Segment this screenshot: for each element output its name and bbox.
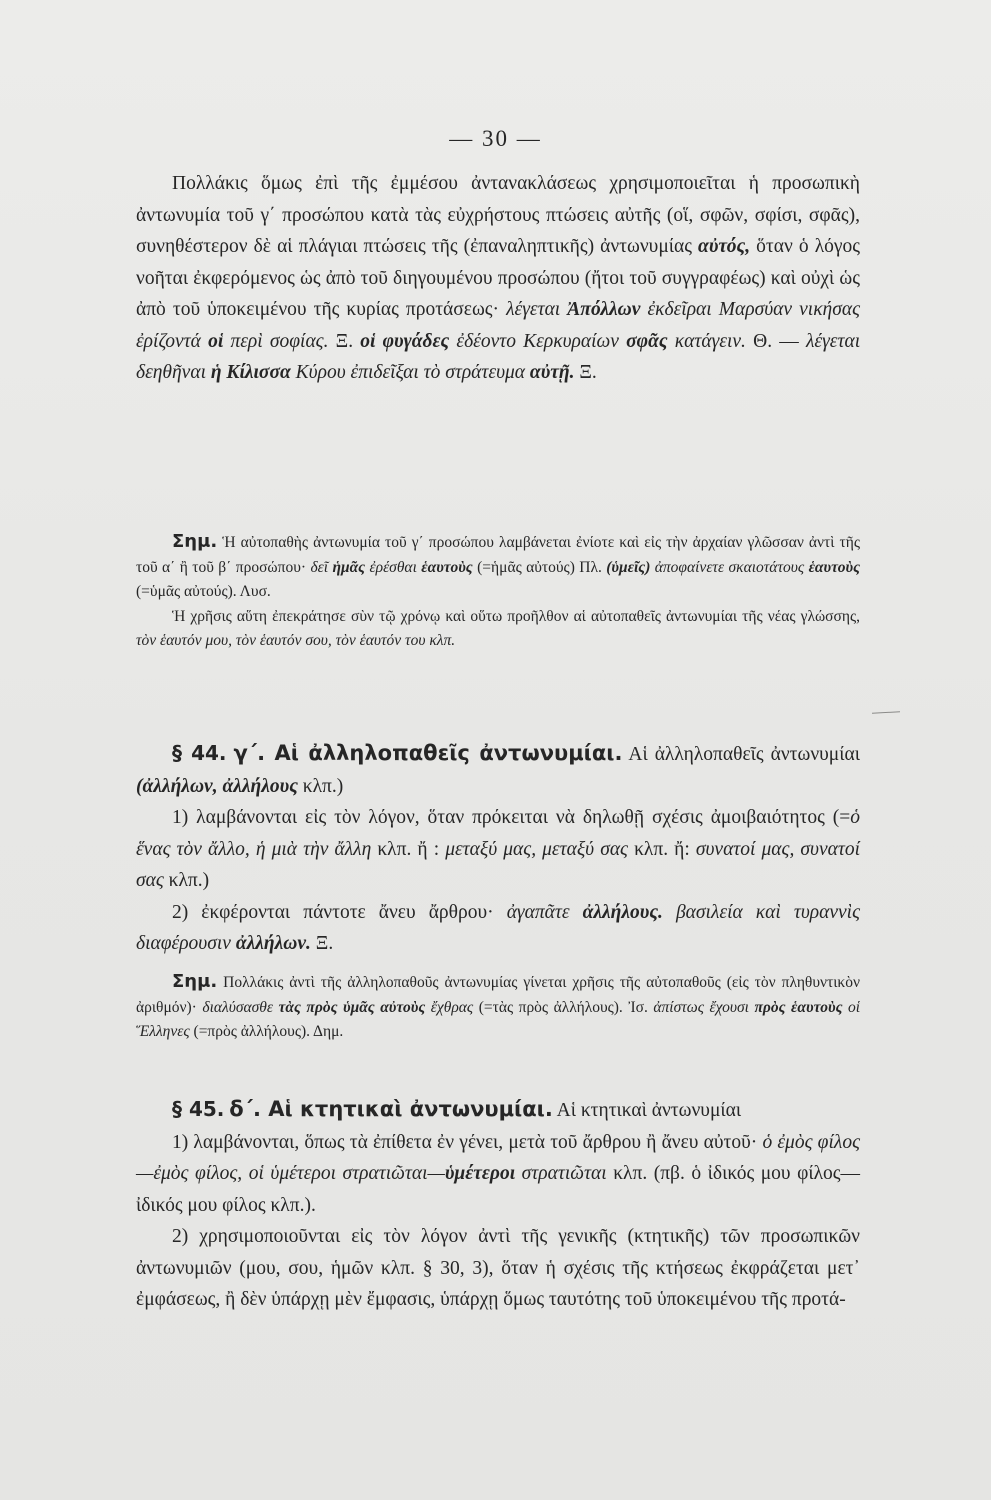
example-text: ἀγαπᾶτε	[506, 901, 570, 923]
section-45-point-1	[136, 1127, 860, 1222]
example-word: ἑαυτοὺς	[421, 558, 473, 576]
example-text: βασιλεία καὶ τυραννὶς διαφέρουσιν	[136, 901, 861, 954]
example-text: δεῖ	[310, 558, 329, 576]
example-text: ὁ ἕνας τὸν ἄλλο, ἡ μιὰ τὴν ἄλλη	[136, 807, 860, 860]
note-reciprocal	[136, 970, 860, 1045]
example-word: ἀλλήλους.	[582, 901, 663, 923]
note-label: Σημ.	[172, 531, 218, 552]
example-word: πρὸς ἑαυτοὺς	[754, 998, 843, 1016]
example-text: ὁ ἐμὸς φίλος—ἐμὸς φίλος, οἱ ὑμέτεροι στρατιῶται—	[136, 1131, 860, 1184]
section-44-point-2	[136, 897, 860, 960]
example-text: ἐδέοντο Κερκυραίων	[456, 330, 619, 352]
section-number: § 45.	[172, 1097, 225, 1121]
page-number: — 30 —	[449, 126, 542, 151]
text-run: Αἱ ἀλληλοπαθεῖς ἀντωνυμίαι	[628, 744, 860, 765]
text-run: (=πρὸς ἀλλήλους). Δημ.	[193, 1023, 344, 1040]
note-text	[136, 605, 860, 654]
example-text: ἔχθρας	[430, 998, 474, 1016]
text-run: Πολλάκις ἀντὶ τῆς ἀλληλοπαθοῦς ἀντωνυμίας γίνεται χρῆσις τῆς αὐτοπαθοῦς (εἰς τὸν πληθυντικὸν ἀριθμόν)·	[136, 974, 860, 1016]
section-45-intro	[136, 1094, 860, 1127]
example-word: ἡ Κίλισσα	[210, 362, 291, 383]
text-run: κλπ.)	[168, 870, 210, 891]
text-run: 1) λαμβάνονται εἰς τὸν λόγον, ὅταν πρόκειται νὰ δηλωθῇ σχέσις ἀμοιβαιότητος (=	[172, 807, 851, 828]
example-text: λέγεται δεηθῆναι	[136, 330, 861, 383]
example-word: ἡμᾶς	[332, 558, 366, 576]
source-abbrev: Ξ.	[335, 330, 354, 352]
text-run: Ἡ χρῆσις αὕτη ἐπεκράτησε σὺν τῷ χρόνῳ καὶ οὕτω προῆλθον αἱ αὐτοπαθεῖς ἀντωνυμίαι τῆς νέας γλώσσης,	[172, 607, 860, 625]
example-word: ἀλλήλων.	[235, 933, 311, 954]
text-run: κλπ. (πβ. ὁ ἰδικός μου φίλος—ἰδικός μου φίλος κλπ.).	[136, 1163, 861, 1216]
text-run: κλπ. ἤ:	[634, 838, 690, 860]
example-text: ἐκδεῖραι Μαρσύαν νικήσας ἐρίζοντά	[136, 299, 860, 352]
paragraph-reflexive-usage	[136, 168, 860, 389]
source-abbrev: Θ. —	[753, 330, 799, 352]
example-text: μεταξύ μας, μεταξύ σας	[445, 838, 628, 860]
example-word: οἱ	[208, 330, 224, 352]
text-run: ὅταν ὁ λόγος νοῆται ἐκφερόμενος ὡς ἀπὸ τοῦ διηγουμένου προσώπου (ἤτοι τοῦ συγγραφέως) καὶ οὐχὶ ὡς ἀπὸ τοῦ ὑποκειμένου τῆς κυρίας προτάσεως·	[136, 236, 860, 320]
section-title: γ΄. Αἱ ἀλληλοπαθεῖς ἀντωνυμίαι.	[233, 741, 623, 765]
section-44-intro	[136, 738, 860, 802]
example-word: αὐτῇ.	[529, 362, 575, 383]
example-word: ἑαυτοὺς	[808, 558, 860, 576]
example-word: τὰς πρὸς ὑμᾶς αὐτοὺς	[278, 998, 426, 1016]
example-text: ἀπίστως ἔχουσι	[653, 998, 749, 1016]
text-run: (=ὑμᾶς αὐτούς). Λυσ.	[136, 583, 271, 600]
text-run: 2) χρησιμοποιοῦνται εἰς τὸν λόγον ἀντὶ τῆς γενικῆς (κτητικῆς) τῶν προσωπικῶν ἀντωνυμιῶν (μου, σου, ἡμῶν κλπ. § 30, 3), ὅταν ἡ σχέσις τῆς κτήσεως ἐκφράζεται μετ᾽ ἐμφάσεως, ἢ δὲν ὑπάρχῃ μὲν ἔμφασις, ὑπάρχῃ ὅμως ταυτότης τοῦ ὑποκειμένου τῆς προτά-	[136, 1226, 860, 1310]
example-word: (ἀλλήλων, ἀλλήλους	[136, 775, 298, 797]
text-run: κλπ.)	[302, 775, 344, 797]
text-run: Ἡ αὐτοπαθὴς ἀντωνυμία τοῦ γ΄ προσώπου λαμβάνεται ἐνίοτε καὶ εἰς τὴν ἀρχαίαν γλῶσσαν ἀντὶ τῆς τοῦ α΄ ἢ τοῦ β΄ προσώπου·	[136, 534, 860, 576]
section-44	[136, 738, 860, 960]
example-text: συνατοί μας, συνατοί σας	[136, 838, 861, 891]
example-word: (ὑμεῖς)	[606, 558, 651, 576]
note-reflexive	[136, 530, 860, 654]
example-text: τὸν ἑαυτόν μου, τὸν ἑαυτόν σου, τὸν ἑαυτόν του κλπ.	[136, 632, 456, 649]
example-text: λέγεται	[506, 299, 561, 320]
text-run: (=τὰς πρὸς ἀλλήλους). Ἰσ.	[478, 998, 648, 1016]
text-run: Πολλάκις ὅμως ἐπὶ τῆς ἐμμέσου ἀντανακλάσεως χρησιμοποιεῖται ἡ προσωπικὴ ἀντωνυμία τοῦ γ΄ προσώπου κατὰ τὰς εὐχρήστους πτώσεις αὐτῆς (οἵ, σφῶν, σφίσι, σφᾶς), συνηθέστερον δὲ αἱ πλάγιαι πτώσεις τῆς (ἐπαναληπτικῆς) ἀντωνυμίας	[136, 173, 860, 257]
example-text: κατάγειν.	[674, 330, 746, 352]
paragraph-text	[136, 168, 860, 389]
text-run: (=ἡμᾶς αὐτούς) Πλ.	[477, 558, 602, 576]
example-text: διαλύσασθε	[202, 998, 273, 1016]
example-word: ὑμέτεροι	[444, 1163, 516, 1184]
source-abbrev: Ξ.	[579, 362, 597, 383]
note-label: Σημ.	[172, 971, 218, 992]
section-title: δ΄. Αἱ κτητικαὶ ἀντωνυμίαι.	[229, 1097, 553, 1121]
note-text	[136, 970, 860, 1045]
section-44-point-1	[136, 802, 860, 897]
example-text: περὶ σοφίας.	[230, 330, 329, 352]
example-word: οἱ φυγάδες	[360, 330, 450, 352]
example-text: ἐρέσθαι	[369, 558, 417, 576]
text-run: κλπ. ἤ :	[377, 838, 440, 860]
note-text	[136, 530, 860, 605]
example-word: Ἀπόλλων	[567, 299, 641, 320]
example-text: Κύρου ἐπιδεῖξαι τὸ στράτευμα	[295, 362, 526, 383]
text-run: 2) ἐκφέρονται πάντοτε ἄνευ ἄρθρου·	[172, 901, 494, 923]
example-text: στρατιῶται	[521, 1163, 607, 1184]
text-run: Αἱ κτητικαὶ ἀντωνυμίαι	[556, 1100, 742, 1121]
pencil-mark	[872, 711, 900, 713]
section-number: § 44.	[172, 741, 227, 765]
source-abbrev: Ξ.	[315, 933, 334, 954]
text-run: 1) λαμβάνονται, ὅπως τὰ ἐπίθετα ἐν γένει, μετὰ τοῦ ἄρθρου ἢ ἄνευ αὐτοῦ·	[172, 1131, 758, 1153]
example-word: σφᾶς	[626, 330, 668, 352]
example-word: αὐτός,	[698, 236, 751, 257]
section-45-point-2	[136, 1221, 860, 1316]
example-text: ἀποφαίνετε σκαιοτάτους	[654, 558, 805, 576]
example-text: οἱ Ἕλληνες	[136, 998, 861, 1040]
section-45	[136, 1094, 860, 1316]
